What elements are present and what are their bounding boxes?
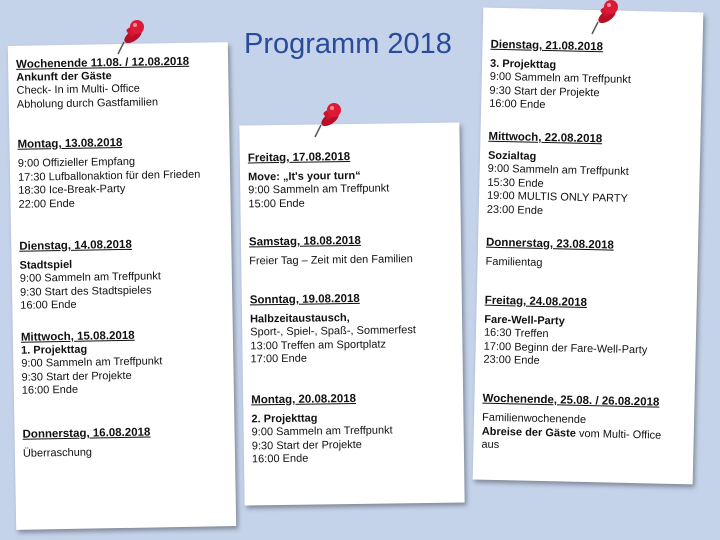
day-date: Wochenende, 25.08. / 26.08.2018 bbox=[482, 392, 660, 409]
day-date: Dienstag, 21.08.2018 bbox=[490, 38, 604, 54]
pushpin-icon bbox=[313, 103, 343, 139]
day-line: 18:30 Ice-Break-Party bbox=[18, 182, 126, 197]
day-line: 17:00 Ende bbox=[250, 352, 307, 366]
day-block-weekend-departure bbox=[481, 392, 688, 457]
day-line: 9:30 Start der Projekte bbox=[21, 369, 132, 384]
day-date: Montag, 13.08.2018 bbox=[17, 136, 123, 151]
day-block-friday-24 bbox=[483, 294, 691, 372]
day-date: Montag, 20.08.2018 bbox=[251, 392, 357, 407]
departure-rest: vom Multi- Office bbox=[575, 427, 662, 442]
day-line: 9:00 Offizieller Empfang bbox=[17, 155, 136, 170]
day-heading: Ankunft der Gäste bbox=[16, 70, 112, 84]
day-line: 17:00 Beginn der Fare-Well-Party bbox=[483, 340, 648, 356]
day-line: 16:00 Ende bbox=[489, 97, 546, 111]
day-line: Sport-, Spiel-, Spaß-, Sommerfest bbox=[250, 324, 416, 339]
day-line: Familientag bbox=[485, 255, 543, 269]
day-date: Freitag, 24.08.2018 bbox=[484, 294, 588, 309]
day-line: 9:00 Sammeln am Treffpunkt bbox=[487, 162, 629, 178]
day-date: Mittwoch, 22.08.2018 bbox=[488, 130, 603, 146]
day-block-wednesday-15 bbox=[21, 327, 228, 398]
pushpin-icon bbox=[116, 20, 146, 56]
day-line: Familienwochenende bbox=[481, 411, 587, 426]
day-block-wednesday-22 bbox=[487, 130, 695, 222]
day-block-weekend-arrival bbox=[16, 54, 223, 112]
day-heading: 3. Projekttag bbox=[489, 57, 557, 72]
day-line: 9:00 Sammeln am Treffpunkt bbox=[489, 70, 631, 86]
day-line: 9:00 Sammeln am Treffpunkt bbox=[21, 355, 163, 370]
day-block-tuesday-21 bbox=[489, 38, 697, 116]
day-date: Mittwoch, 15.08.2018 bbox=[20, 329, 135, 344]
day-block-sunday-19 bbox=[250, 291, 457, 367]
day-block-thursday-23 bbox=[485, 236, 692, 274]
day-line: 15:30 Ende bbox=[487, 176, 544, 190]
schedule-note-week1 bbox=[8, 42, 236, 530]
day-date: Donnerstag, 16.08.2018 bbox=[22, 426, 151, 441]
day-line: 9:30 Start der Projekte bbox=[489, 84, 600, 99]
day-block-thursday-16 bbox=[22, 424, 229, 461]
day-line: 9:00 Sammeln am Treffpunkt bbox=[19, 270, 161, 285]
day-block-monday-20 bbox=[251, 391, 458, 467]
schedule-note-week3 bbox=[473, 8, 704, 485]
day-line: 15:00 Ende bbox=[248, 197, 305, 210]
day-heading: Move: „It's your turn“ bbox=[247, 169, 361, 184]
day-heading: 1. Projekttag bbox=[21, 343, 88, 357]
day-line: 22:00 Ende bbox=[18, 197, 75, 211]
day-date: Sonntag, 19.08.2018 bbox=[249, 292, 360, 307]
day-line: 16:30 Treffen bbox=[483, 326, 549, 341]
day-date: Samstag, 18.08.2018 bbox=[248, 234, 361, 249]
day-line: 17:30 Lufballonaktion für den Frieden bbox=[17, 168, 201, 184]
day-line: 9:00 Sammeln am Treffpunkt bbox=[248, 182, 390, 197]
day-block-saturday-18 bbox=[249, 233, 455, 269]
day-date: Dienstag, 14.08.2018 bbox=[19, 238, 132, 253]
day-heading: Halbzeitaustausch, bbox=[249, 312, 350, 326]
day-line: Freier Tag – Zeit mit den Familien bbox=[249, 253, 413, 268]
day-heading: Fare-Well-Party bbox=[484, 313, 565, 328]
day-line: 9:00 Sammeln am Treffpunkt bbox=[251, 424, 393, 439]
schedule-note-week2 bbox=[239, 122, 464, 505]
day-date: Wochenende 11.08. / 12.08.2018 bbox=[16, 55, 190, 71]
day-line: 16:00 Ende bbox=[251, 452, 309, 466]
day-line: 16:00 Ende bbox=[21, 383, 79, 397]
day-line: Abholung durch Gastfamilien bbox=[16, 95, 159, 111]
day-line: 23:00 Ende bbox=[486, 203, 544, 217]
departure-label: Abreise der Gäste bbox=[481, 425, 577, 440]
day-line: Check- In im Multi- Office bbox=[16, 82, 140, 97]
day-block-tuesday-14 bbox=[19, 236, 226, 313]
day-block-friday-17 bbox=[248, 149, 455, 212]
day-line: 23:00 Ende bbox=[483, 353, 540, 367]
day-line: 19:00 MULTIS ONLY PARTY bbox=[486, 189, 629, 205]
day-heading: Sozialtag bbox=[487, 149, 537, 163]
day-line: 13:00 Treffen am Sportplatz bbox=[250, 338, 387, 352]
day-line: aus bbox=[481, 438, 500, 452]
day-date: Donnerstag, 23.08.2018 bbox=[485, 236, 614, 252]
page-title: Programm 2018 bbox=[244, 28, 452, 60]
day-heading: Stadtspiel bbox=[19, 258, 73, 272]
day-line: Überraschung bbox=[22, 446, 93, 460]
day-line: 9:30 Start des Stadtspieles bbox=[19, 283, 152, 299]
day-line: 9:30 Start der Projekte bbox=[251, 438, 362, 452]
day-date: Freitag, 17.08.2018 bbox=[247, 151, 351, 165]
day-block-monday-13 bbox=[17, 134, 224, 212]
day-line: 16:00 Ende bbox=[20, 298, 77, 312]
pushpin-icon bbox=[590, 0, 620, 36]
day-heading: 2. Projekttag bbox=[251, 412, 318, 426]
